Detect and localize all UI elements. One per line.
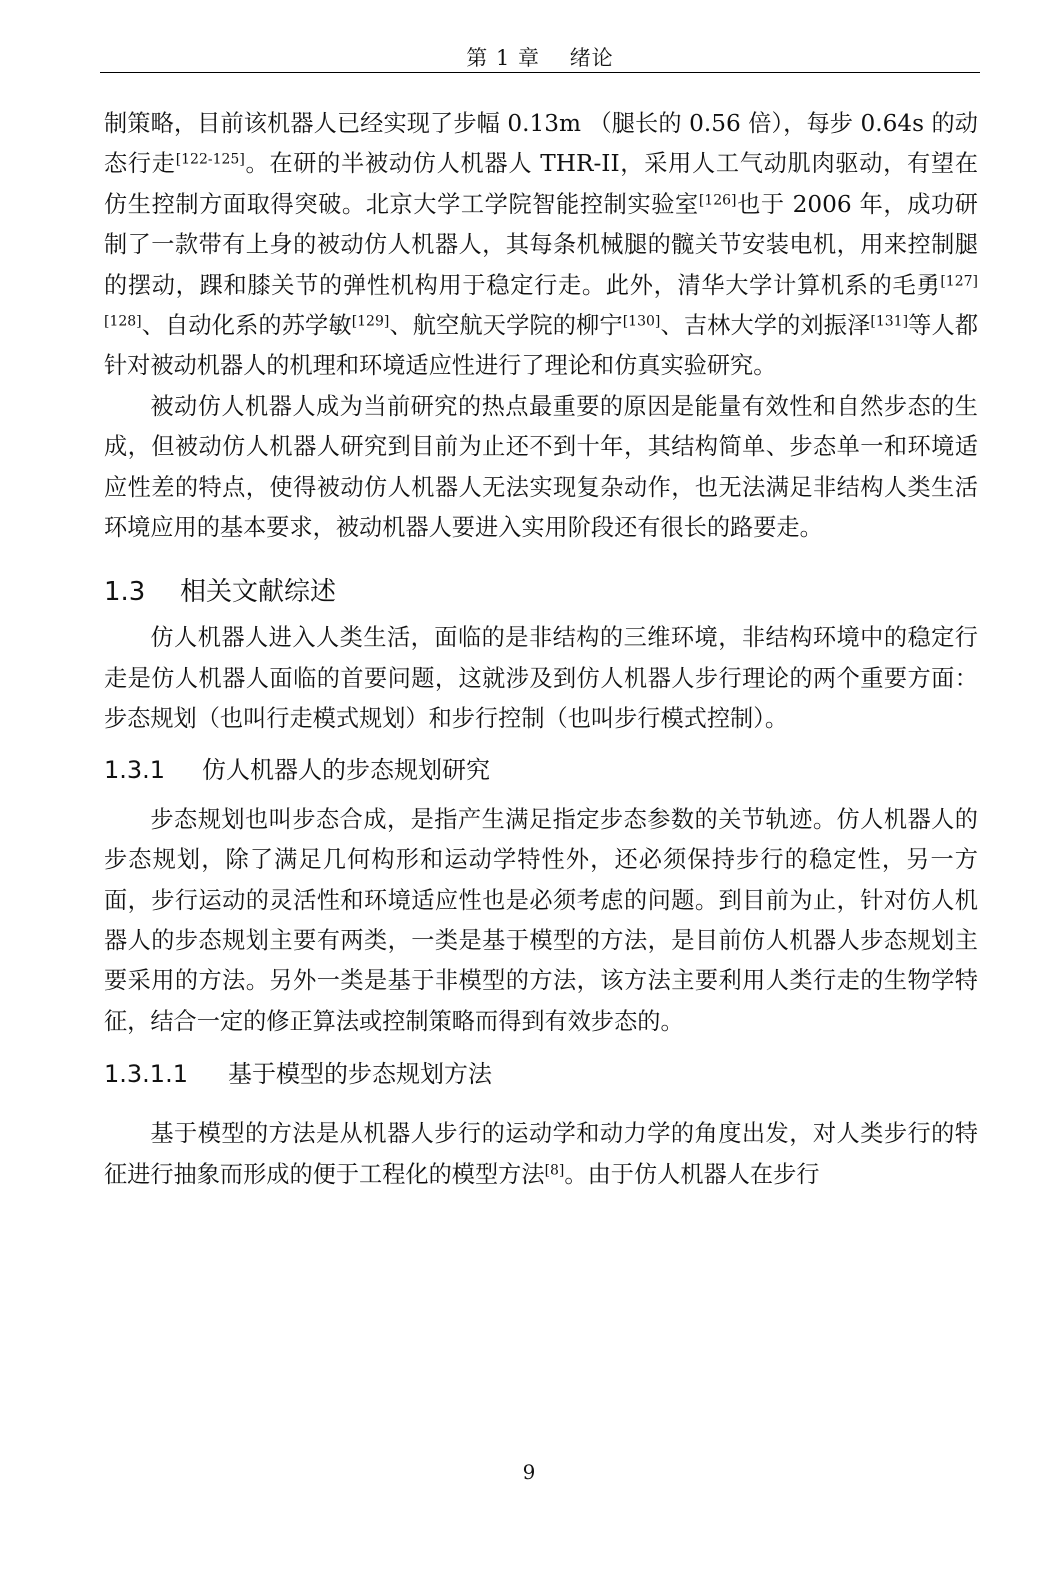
text-run: 。由于仿人机器人在步行	[564, 1160, 820, 1188]
running-header: 第 1 章 绪论	[466, 46, 614, 70]
text-run: 、吉林大学的刘振泽	[660, 312, 871, 340]
subsection-heading	[104, 750, 978, 790]
section-title: 基于模型的步态规划方法	[228, 1060, 492, 1089]
paragraph-continued	[104, 104, 978, 387]
paragraph	[104, 1114, 978, 1195]
citation: [131]	[870, 313, 909, 330]
text-run: 也于 2006 年，成功研制了一款带有上身的被动仿人机器人，其每条机械腿的髋关节安装电机，用来控制腿的摆动，踝和膝关节的弹性机构用于稳定行走。此外，清华大学计算机系的毛勇	[104, 190, 978, 299]
page-number: 9	[522, 1460, 536, 1484]
text-run: 基于模型的方法是从机器人步行的运动学和动力学的角度出发，对人类步行的特征进行抽象而形成的便于工程化的模型方法	[104, 1120, 978, 1188]
section-number: 1.3	[104, 577, 146, 608]
paragraph: 被动仿人机器人成为当前研究的热点最重要的原因是能量有效性和自然步态的生成，但被动仿人机器人研究到目前为止还不到十年，其结构简单、步态单一和环境适应性差的特点，使得被动仿人机器人无法实现复杂动作，也无法满足非结构人类生活环境应用的基本要求，被动机器人要进入实用阶段还有很长的路要走。	[104, 392, 978, 542]
citation: [130]	[622, 313, 661, 330]
paragraph: 步态规划也叫步态合成，是指产生满足指定步态参数的关节轨迹。仿人机器人的步态规划，除了满足几何构形和运动学特性外，还必须保持步行的稳定性，另一方面，步行运动的灵活性和环境适应性也是必须考虑的问题。到目前为止，针对仿人机器人的步态规划主要有两类，一类是基于模型的方法，是目前仿人机器人步态规划主要采用的方法。另外一类是基于非模型的方法，该方法主要利用人类行走的生物学特征，结合一定的修正算法或控制策略而得到有效步态的。	[104, 805, 978, 1035]
text-run: 等人都针对被动机器人的机理和环境适应性进行了理论和仿真实验研究。	[104, 312, 979, 380]
text-run: 。在研的半被动仿人机器人 THR-II，采用人工气动肌肉驱动，有望在仿生控制方面取得突破。北京大学工学院智能控制实验室	[104, 150, 979, 218]
section-title: 相关文献综述	[180, 577, 337, 608]
section-number: 1.3.1	[104, 755, 166, 784]
citation: [8]	[544, 1161, 565, 1178]
citation: [122-125]	[175, 151, 245, 168]
text-run: 、自动化系的苏学敏	[141, 312, 352, 340]
section-heading	[104, 572, 978, 612]
section-title: 仿人机器人的步态规划研究	[202, 755, 490, 784]
citation: [126]	[698, 192, 737, 209]
header-rule	[100, 72, 980, 73]
subsubsection-heading	[104, 1054, 978, 1094]
text-run: 、航空航天学院的柳宁	[389, 312, 623, 340]
paragraph: 仿人机器人进入人类生活，面临的是非结构的三维环境，非结构环境中的稳定行走是仿人机器人面临的首要问题，这就涉及到仿人机器人步行理论的两个重要方面：步态规划（也叫行走模式规划）和步行控制（也叫步行模式控制）。	[104, 624, 978, 733]
text-run: 制策略，目前该机器人已经实现了步幅 0.13m （腿长的 0.56 倍），每步 0.64s 的动态行走	[104, 110, 978, 178]
citation: [129]	[351, 313, 390, 330]
citation: [127][128]	[104, 272, 978, 330]
section-number: 1.3.1.1	[104, 1060, 188, 1089]
page-body	[104, 104, 978, 1195]
